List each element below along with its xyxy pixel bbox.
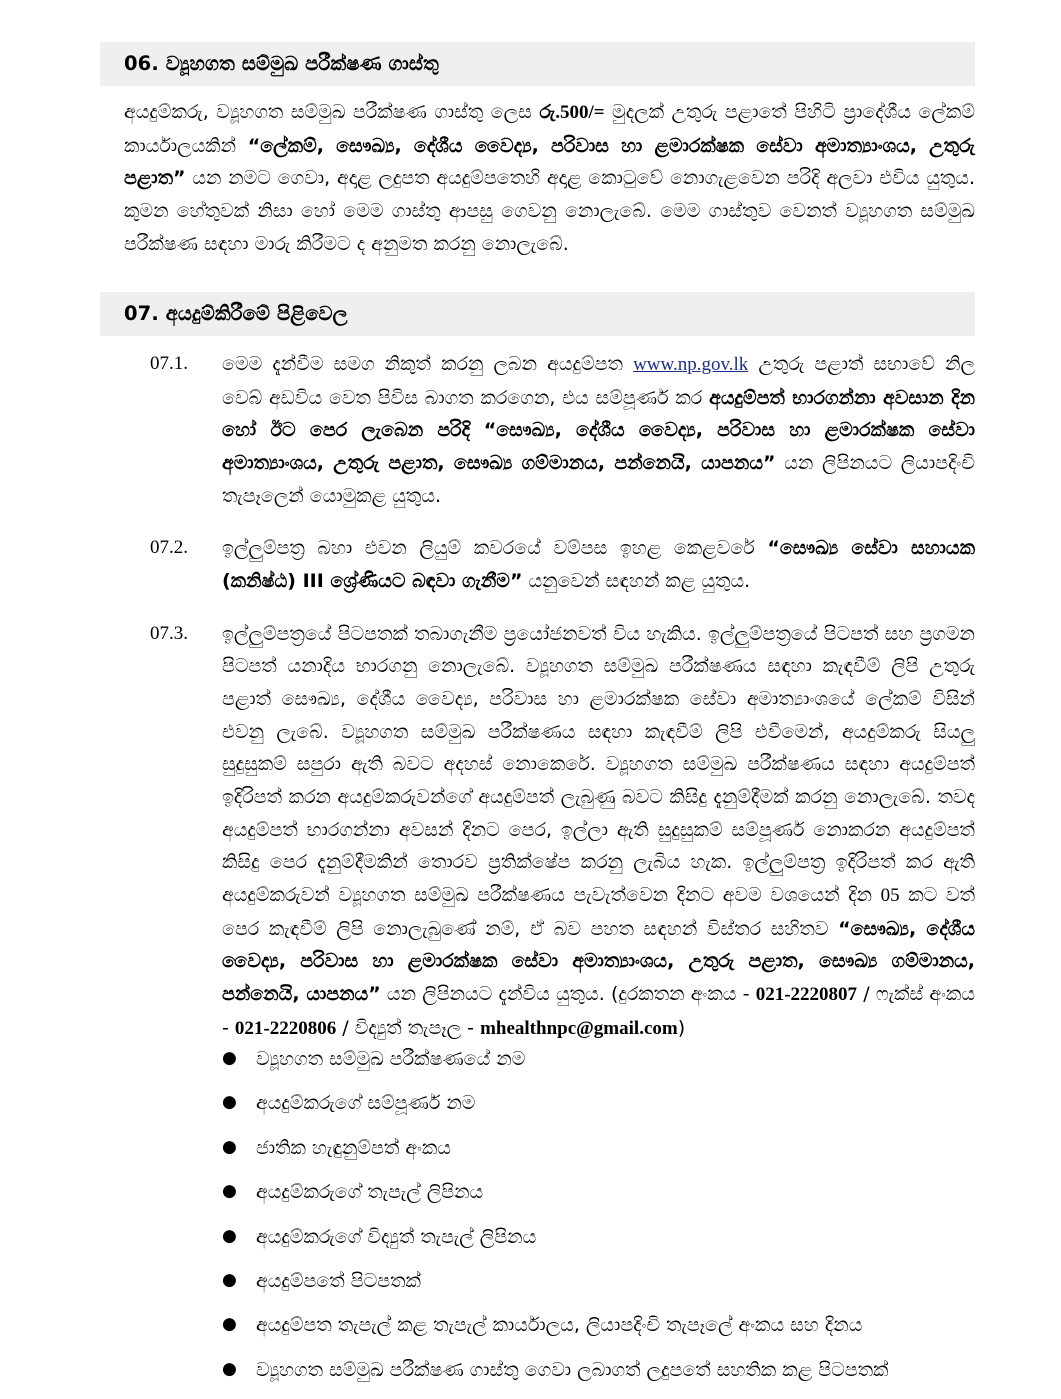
item-marker-07-3: 07.3.	[150, 622, 188, 644]
item-07-3-text-3: යන ලිපිනයට දැන්විය යුතුය. (දුරකතන අංකය -	[380, 983, 756, 1006]
list-item	[222, 1355, 977, 1385]
minimum-days-value: 05	[880, 885, 900, 907]
item-07-1-bold-deadline: අයදුම්පත් භාරගන්නා අවසාන දින හෝ ඊට පෙර ලැබෙන පරිදි	[222, 386, 976, 442]
np-gov-lk-link[interactable]: www.np.gov.lk	[633, 354, 749, 375]
list-item	[222, 1222, 977, 1252]
item-07-3-text-1: ඉල්ලුම්පත්‍රයේ පිටපතක් තබාගැනීම ප්‍රයෝජනවත් විය හැකිය. ඉල්ලුම්පත්‍රයේ පිටපත් සහ ප්‍රගමන පිටපත් යනාදිය භාරගනු නොලැබේ. ව්‍යූහගත සම්මුඛ පරීක්ෂණය සඳහා කැඳවීම් ලිපි උතුරු පළාත් සෞඛ්‍ය, දේශීය වෛද්‍ය, පරිවාස හා ළමාරක්ෂක සේවා අමාත්‍යාංශයේ ලේකම් විසින් එවනු ලැබේ. ව්‍යූහගත සම්මුඛ පරීක්ෂණය සඳහා කැඳවීම් ලිපි එවීමෙන්, අයදුම්කරු සියලු සුදුසුකම් සපුරා ඇති බවට අදහස් නොකෙරේ. ව්‍යූහගත සම්මුඛ පරීක්ෂණය සඳහා අයදුම්පත් ඉදිරිපත් කරන අයදුම්කරුවන්ගේ අයදුම්පත් ලැබුණු බවට කිසිදු දැනුම්දීමක් කරනු නොලැබේ. තවද අයදුම්පත් භාරගන්නා අවසන් දිනට පෙර, ඉල්ලා ඇති සුදුසුකම් සම්පූර්ණ නොකරන අයදුම්පත් කිසිදු පෙර දැනුම්දීමකින් තොරව ප්‍රතික්ෂේප කරනු ලැබිය හැක. ඉල්ලුම්පත්‍ර ඉදිරිපත් කර ඇති අයදුම්කරුවන් ව්‍යූහගත සම්මුඛ පරීක්ෂණය පැවැත්වෙන දිනට අවම වශයෙන් දින	[222, 622, 975, 907]
para-06-text-2: මුදලක් උතුරු පළාතේ පිහිටි ප්‍රාදේශීය ලේකම් කාර්යාලයකින්	[124, 101, 975, 157]
item-07-1-text-3	[470, 419, 484, 441]
bullet-icon: ●	[222, 1314, 237, 1335]
list-item	[222, 1044, 977, 1074]
item-marker-07-2: 07.2.	[150, 537, 188, 559]
item-07-2-text-2: යනුවෙන් සඳහන් කළ යුතුය.	[522, 570, 751, 593]
required-details-list	[222, 1044, 977, 1399]
list-item-label: අයදුම්කරුගේ සම්පූර්ණ නම	[256, 1092, 476, 1115]
list-item-label: අයදුම්කරුගේ විද්‍යුත් තැපැල් ලිපිනය	[256, 1225, 537, 1248]
section-heading-06: 06. ව්‍යූහගත සම්මුඛ පරීක්ෂණ ගාස්තු	[100, 42, 975, 86]
bullet-icon: ●	[222, 1225, 237, 1246]
list-item-label: අයදුම්පත තැපැල් කළ තැපැල් කාර්යාලය, ලියාපදිංචි තැපෑලේ අංකය සහ දිනය	[256, 1314, 863, 1337]
list-item-label: ජාතික හැඳුනුම්පත් අංකය	[256, 1136, 451, 1159]
item-07-1-address-quote: “සෞඛ්‍ය, දේශීය වෛද්‍ය, පරිවාස හා ළමාරක්ෂක සේවා අමාත්‍යාංශය, උතුරු පළාත, සෞඛ්‍ය ගම්මානය, පන්නෙයි, යාපනය”	[222, 419, 975, 475]
list-item	[222, 1088, 977, 1118]
list-item-label: ව්‍යූහගත සම්මුඛ පරීක්ෂණ ගාස්තු ගෙවා ලබාගත් ලදුපතේ සහතික කළ පිටපතක්	[256, 1358, 889, 1381]
numbered-item-07-1	[150, 348, 975, 512]
bullet-icon: ●	[222, 1358, 237, 1379]
item-marker-07-1: 07.1.	[150, 353, 188, 374]
numbered-item-07-3	[150, 618, 975, 1046]
item-07-1-text-1: මෙම දැන්වීම සමග නිකුත් කරනු ලබන අයදුම්පත	[222, 353, 634, 375]
item-07-3-text-4: / ෆැක්ස් අංකය -	[222, 983, 975, 1039]
section-06-paragraph	[124, 96, 975, 260]
para-06-text-3: යන නමට ගෙවා, අදාළ ලදුපත අයදුම්පතෙහි අදාළ කොටුවේ නොගැළවෙන පරිදි අලවා එවිය යුතුය. කුමන හේතුවක් නිසා හෝ මෙම ගාස්තු ආපසු ගෙවනු නොලැබේ. මෙම ගාස්තුව වෙනත් ව්‍යූහගත සම්මුඛ පරීක්ෂණ සඳහා මාරු කිරීමට ද අනුමත කරනු නොලැබේ.	[124, 167, 975, 255]
item-07-3-text-6: )	[677, 1016, 686, 1039]
ministry-address-quote: “ලේකම්, සෞඛ්‍ය, දේශීය වෛද්‍ය, පරිවාස හා ළමාරක්ෂක සේවා අමාත්‍යාංශය, උතුරු පළාත”	[124, 134, 975, 190]
item-07-3-address-quote: “සෞඛ්‍ය, දේශීය වෛද්‍ය, පරිවාස හා ළමාරක්ෂක සේවා අමාත්‍යාංශය, උතුරු පළාත, සෞඛ්‍ය ගම්මානය, පන්නෙයි, යාපනය”	[222, 917, 975, 1006]
item-07-1-text-2: උතුරු පළාත් සභාවේ නිල වෙබ් අඩවිය වෙත පිවිස බාගත කරගෙන, එය සම්පූර්ණ කර	[222, 353, 976, 409]
list-item	[222, 1133, 977, 1163]
list-item	[222, 1266, 977, 1296]
para-06-text-1: අයදුම්කරු, ව්‍යූහගත සම්මුඛ පරීක්ෂණ ගාස්තු ලෙස	[124, 101, 540, 123]
bullet-icon: ●	[222, 1269, 237, 1290]
list-item	[222, 1177, 977, 1207]
item-07-3-text-5: / විද්‍යුත් තැපෑල -	[336, 1016, 481, 1039]
email-address: mhealthnpc@gmail.com	[480, 1017, 678, 1039]
item-07-2-text-1: ඉල්ලුම්පත්‍ර බහා එවන ලියුම් කවරයේ වම්පස ඉහළ කෙළවරේ	[222, 537, 768, 560]
bullet-icon: ●	[222, 1181, 237, 1202]
item-text-07-1	[222, 348, 975, 512]
item-07-3-text-2: කට වත් පෙර කැඳවීම් ලිපි නොලැබුණේ නම්, ඒ බව පහත සඳහන් විස්තර සහිතව	[222, 884, 975, 940]
item-07-2-envelope-quote: “සෞඛ්‍ය සේවා සහායක (කනිෂ්ඨ) III ශ්‍රේණියට බඳවා ගැනීම”	[222, 537, 975, 593]
list-item-label: අයදුම්පතේ පිටපතක්	[256, 1269, 421, 1292]
item-text-07-2	[222, 532, 975, 597]
bullet-icon: ●	[222, 1048, 237, 1068]
bullet-icon: ●	[222, 1092, 237, 1113]
telephone-number: 021-2220807	[755, 984, 858, 1006]
section-07-numbered-list	[150, 348, 975, 1065]
list-item-label: අයදුම්කරුගේ තැපැල් ලිපිනය	[256, 1181, 484, 1204]
item-text-07-3	[222, 618, 975, 1046]
list-item-label: ව්‍යූහගත සම්මුඛ පරීක්ෂණයේ නම	[256, 1048, 526, 1070]
interview-fee-amount: රු.500/=	[539, 102, 605, 123]
numbered-item-07-2	[150, 532, 975, 597]
item-07-1-text-4: යන ලිපිනයට ලියාපදිංචි තැපෑලෙන් යොමුකළ යුතුය.	[222, 452, 975, 507]
section-heading-07: 07. අයදුම්කිරීමේ පිළිවෙල	[100, 292, 975, 336]
list-item	[222, 1310, 977, 1340]
fax-number: 021-2220806	[234, 1017, 337, 1039]
bullet-icon: ●	[222, 1136, 237, 1157]
